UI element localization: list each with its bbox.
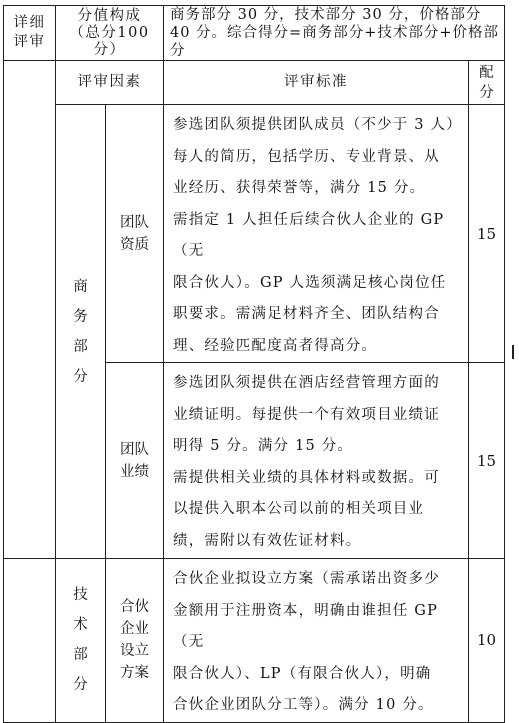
category-char: 分 [73,368,88,385]
standard-line: 业绩证明。每提供一个有效项目业绩证 [173,406,440,423]
category-char: 分 [73,677,88,694]
standard-line: 需提供相关业绩的具体材料或数据。可 [173,469,440,486]
standard-line: 业经历、获得荣誉等，满分 15 分。 [173,180,426,196]
standard-line: 理、经验匹配度高者得高分。 [173,337,378,354]
standard-cell-team-qualification [164,105,469,363]
tech-category-cell [56,559,106,723]
factor-line: 团队 [120,441,149,458]
score-cell-team-qualification: 15 [469,105,505,363]
category-char: 部 [73,338,88,355]
composition-label-cell [56,6,164,61]
factor-line: 资质 [120,236,149,253]
standard-line: 明得 5 分。满分 15 分。 [173,438,354,454]
factor-line: 企业 [120,621,149,638]
standard-line: 每人的简历，包括学历、专业背景、从 [173,148,440,165]
column-header-row [4,61,505,105]
composition-text-cell [164,6,505,61]
evaluation-table [3,5,505,723]
factor-line: 团队 [120,214,149,231]
standard-header: 评审标准 [164,61,469,105]
factor-cell-team-performance [106,363,164,559]
score-header-line: 分 [479,84,494,101]
factor-cell-team-qualification [106,105,164,363]
table-edge-mark [512,345,514,359]
factor-line: 方案 [120,665,149,682]
score-cell-partnership-plan: 10 [469,559,505,723]
blank-side-cell [4,559,56,723]
category-char: 术 [73,617,88,634]
blank-side-cell [4,61,56,559]
table-row [4,105,505,363]
composition-text-line: 商务部分 30 分，技术部分 30 分，价格部分 [170,7,482,23]
header-row [4,6,505,61]
section-label-cell [4,6,56,61]
standard-line: 参选团队须提供在酒店经营管理方面的 [173,375,440,391]
category-char: 部 [73,647,88,664]
composition-text-line: 40 分。综合得分=商务部分+技术部分+价格部 [170,25,500,41]
section-label-line: 评审 [13,34,46,50]
composition-label-line: （总分100 [69,24,150,41]
standard-line: 职要求。需满足材料齐全、团队结构合 [173,306,440,322]
standard-line: 限合伙人）。GP 人选须满足核心岗位任 [173,274,447,291]
factor-line: 设立 [120,643,149,660]
table-row [4,559,505,723]
business-category-cell [56,105,106,559]
section-label-line: 详细 [13,15,46,31]
category-char: 务 [73,308,88,325]
category-char: 商 [73,278,88,295]
standard-line: 限合伙人）、LP（有限合伙人），明确 [173,665,432,682]
standard-cell-partnership-plan [164,559,469,723]
score-header [469,61,505,105]
standard-line: 合伙企业团队分工等）。满分 10 分。 [173,697,434,713]
standard-line: 参选团队须提供团队成员（不少于 3 人） [173,117,462,133]
standard-line: 需指定 1 人担任后续合伙人企业的 GP（无 [173,211,445,259]
composition-label-line: 分值构成 [77,7,142,24]
factor-line: 业绩 [120,463,149,480]
score-header-line: 配 [479,64,494,81]
standard-cell-team-performance [164,363,469,559]
score-cell-team-performance: 15 [469,363,505,559]
composition-text-line: 分 [170,43,186,59]
standard-line: 合伙企业拟设立方案（需承诺出资多少 [173,571,440,587]
factor-cell-partnership-plan [106,559,164,723]
factor-header: 评审因素 [56,61,164,105]
standard-line: 以提供入职本公司以前的相关项目业 [173,501,425,517]
evaluation-table-wrapper [3,5,505,723]
factor-line: 合伙 [120,599,149,616]
standard-line: 绩，需附以有效佐证材料。 [173,532,362,549]
composition-label-line: 分） [93,41,126,58]
standard-line: 金额用于注册资本，明确由谁担任 GP（无 [173,602,439,650]
category-char: 技 [73,587,88,604]
